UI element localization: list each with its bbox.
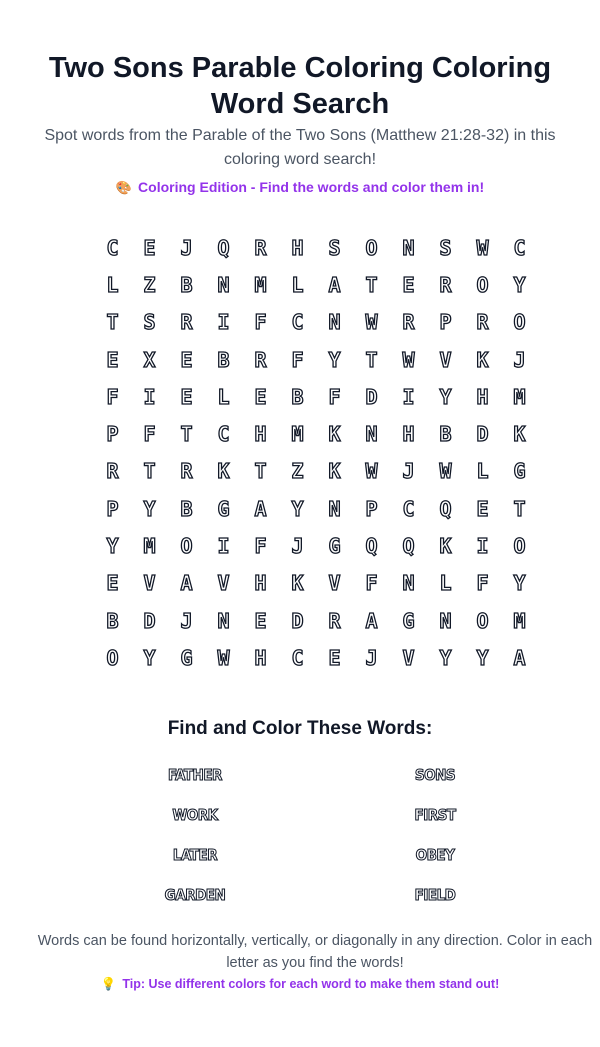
- grid-cell[interactable]: B: [106, 608, 119, 633]
- grid-cell[interactable]: F: [143, 422, 156, 447]
- grid-cell[interactable]: R: [328, 608, 341, 633]
- grid-cell[interactable]: D: [143, 608, 156, 633]
- grid-cell[interactable]: W: [439, 459, 452, 484]
- grid-cell[interactable]: Q: [365, 534, 378, 559]
- grid-cell[interactable]: Z: [143, 272, 156, 297]
- grid-cell[interactable]: Z: [291, 459, 304, 484]
- grid-cell[interactable]: P: [106, 422, 119, 447]
- grid-cell[interactable]: O: [106, 645, 119, 670]
- grid-cell[interactable]: G: [180, 645, 193, 670]
- grid-cell[interactable]: N: [365, 422, 378, 447]
- grid-cell[interactable]: T: [143, 459, 156, 484]
- grid-cell[interactable]: C: [402, 496, 415, 521]
- grid-cell[interactable]: H: [476, 384, 489, 409]
- grid-cell[interactable]: P: [106, 496, 119, 521]
- grid-cell[interactable]: D: [291, 608, 304, 633]
- grid-cell[interactable]: C: [217, 422, 230, 447]
- edition-text: Coloring Edition - Find the words and color them in!: [138, 179, 485, 195]
- word-search-grid: [94, 229, 538, 677]
- grid-cell[interactable]: A: [365, 608, 378, 633]
- grid-cell[interactable]: G: [402, 608, 415, 633]
- grid-cell[interactable]: Q: [217, 235, 230, 260]
- grid-cell[interactable]: H: [254, 645, 267, 670]
- word-list-item: FATHER: [168, 766, 222, 784]
- grid-cell[interactable]: B: [180, 272, 193, 297]
- grid-cell[interactable]: N: [328, 496, 341, 521]
- grid-cell[interactable]: L: [217, 384, 230, 409]
- grid-cell[interactable]: H: [291, 235, 304, 260]
- grid-cell[interactable]: I: [476, 534, 489, 559]
- grid-cell[interactable]: R: [439, 272, 452, 297]
- word-list-item: GARDEN: [164, 886, 226, 904]
- grid-cell[interactable]: E: [180, 347, 193, 372]
- grid-cell[interactable]: W: [402, 347, 415, 372]
- grid-cell[interactable]: Y: [476, 645, 489, 670]
- grid-cell[interactable]: K: [217, 459, 230, 484]
- page-subtitle: Spot words from the Parable of the Two Sons (Matthew 21:28-32) in this coloring word search!: [44, 127, 556, 168]
- grid-cell[interactable]: R: [180, 459, 193, 484]
- grid-cell[interactable]: L: [439, 571, 452, 596]
- grid-cell[interactable]: V: [143, 571, 156, 596]
- grid-cell[interactable]: E: [402, 272, 415, 297]
- grid-cell[interactable]: C: [106, 235, 119, 260]
- grid-cell[interactable]: F: [328, 384, 341, 409]
- grid-cell[interactable]: D: [365, 384, 378, 409]
- grid-cell[interactable]: B: [291, 384, 304, 409]
- grid-cell[interactable]: A: [254, 496, 267, 521]
- grid-cell[interactable]: J: [180, 235, 193, 260]
- grid-cell[interactable]: N: [439, 608, 452, 633]
- grid-cell[interactable]: R: [254, 235, 267, 260]
- grid-cell[interactable]: C: [291, 310, 304, 335]
- grid-cell[interactable]: G: [217, 496, 230, 521]
- grid-cell[interactable]: Y: [439, 645, 452, 670]
- grid-cell[interactable]: M: [254, 272, 267, 297]
- grid-cell[interactable]: I: [143, 384, 156, 409]
- grid-cell[interactable]: T: [180, 422, 193, 447]
- grid-cell[interactable]: I: [402, 384, 415, 409]
- grid-cell[interactable]: R: [106, 459, 119, 484]
- grid-cell[interactable]: C: [513, 235, 526, 260]
- grid-cell[interactable]: A: [328, 272, 341, 297]
- grid-cell[interactable]: F: [291, 347, 304, 372]
- grid-cell[interactable]: N: [402, 235, 415, 260]
- grid-cell[interactable]: T: [365, 347, 378, 372]
- grid-cell[interactable]: Y: [291, 496, 304, 521]
- grid-cell[interactable]: C: [291, 645, 304, 670]
- grid-cell[interactable]: T: [513, 496, 526, 521]
- tip-banner: [0, 977, 600, 992]
- grid-cell[interactable]: W: [365, 459, 378, 484]
- grid-cell[interactable]: V: [328, 571, 341, 596]
- grid-cell[interactable]: M: [143, 534, 156, 559]
- grid-cell[interactable]: L: [476, 459, 489, 484]
- grid-cell[interactable]: O: [476, 608, 489, 633]
- grid-cell[interactable]: K: [291, 571, 304, 596]
- grid-cell[interactable]: S: [328, 235, 341, 260]
- grid-cell[interactable]: E: [328, 645, 341, 670]
- grid-cell[interactable]: N: [217, 272, 230, 297]
- grid-cell[interactable]: E: [106, 571, 119, 596]
- grid-cell[interactable]: R: [254, 347, 267, 372]
- grid-cell[interactable]: Y: [513, 571, 526, 596]
- grid-cell[interactable]: V: [439, 347, 452, 372]
- word-list-item: WORK: [172, 806, 218, 824]
- word-list-item: LATER: [172, 846, 218, 864]
- word-list-item: FIELD: [414, 886, 456, 904]
- grid-cell[interactable]: H: [254, 571, 267, 596]
- tip-text: Tip: Use different colors for each word to make them stand out!: [122, 977, 500, 991]
- word-list: [75, 764, 555, 924]
- grid-cell[interactable]: I: [217, 310, 230, 335]
- word-list-item: FIRST: [414, 806, 456, 824]
- grid-cell[interactable]: B: [217, 347, 230, 372]
- grid-cell[interactable]: N: [402, 571, 415, 596]
- grid-cell[interactable]: Y: [143, 496, 156, 521]
- grid-cell[interactable]: E: [476, 496, 489, 521]
- grid-cell[interactable]: E: [143, 235, 156, 260]
- grid-cell[interactable]: N: [328, 310, 341, 335]
- grid-cell[interactable]: K: [513, 422, 526, 447]
- grid-cell[interactable]: W: [476, 235, 489, 260]
- edition-banner: [0, 179, 600, 196]
- palette-icon: 🎨: [115, 180, 133, 195]
- grid-cell[interactable]: K: [328, 459, 341, 484]
- grid-cell[interactable]: D: [476, 422, 489, 447]
- grid-cell[interactable]: A: [513, 645, 526, 670]
- grid-cell[interactable]: Y: [439, 384, 452, 409]
- grid-cell[interactable]: F: [106, 384, 119, 409]
- grid-cell[interactable]: V: [402, 645, 415, 670]
- grid-cell[interactable]: P: [439, 310, 452, 335]
- grid-cell[interactable]: Q: [439, 496, 452, 521]
- grid-cell[interactable]: B: [439, 422, 452, 447]
- grid-cell[interactable]: G: [328, 534, 341, 559]
- lightbulb-icon: 💡: [100, 977, 117, 991]
- grid-cell[interactable]: O: [365, 235, 378, 260]
- grid-cell[interactable]: E: [180, 384, 193, 409]
- grid-cell[interactable]: R: [180, 310, 193, 335]
- grid-cell[interactable]: Q: [402, 534, 415, 559]
- grid-cell[interactable]: M: [513, 384, 526, 409]
- instructions-text: Words can be found horizontally, vertically, or diagonally in any direction. Color in each letter as you find the words!: [37, 933, 593, 971]
- grid-cell[interactable]: P: [365, 496, 378, 521]
- grid-cell[interactable]: V: [217, 571, 230, 596]
- grid-cell[interactable]: L: [106, 272, 119, 297]
- grid-cell[interactable]: T: [365, 272, 378, 297]
- grid-cell[interactable]: L: [291, 272, 304, 297]
- grid-cell[interactable]: K: [439, 534, 452, 559]
- word-list-title: Find and Color These Words:: [167, 718, 433, 739]
- grid-cell[interactable]: E: [254, 384, 267, 409]
- grid-cell[interactable]: O: [180, 534, 193, 559]
- grid-cell[interactable]: O: [513, 310, 526, 335]
- grid-cell[interactable]: A: [180, 571, 193, 596]
- grid-cell[interactable]: K: [328, 422, 341, 447]
- grid-cell[interactable]: X: [143, 347, 156, 372]
- grid-cell[interactable]: K: [476, 347, 489, 372]
- grid-cell[interactable]: H: [254, 422, 267, 447]
- grid-cell[interactable]: Y: [513, 272, 526, 297]
- grid-cell[interactable]: B: [180, 496, 193, 521]
- grid-cell[interactable]: Y: [328, 347, 341, 372]
- grid-cell[interactable]: T: [254, 459, 267, 484]
- grid-cell[interactable]: S: [143, 310, 156, 335]
- word-list-item: SONS: [414, 766, 456, 784]
- grid-cell[interactable]: F: [365, 571, 378, 596]
- grid-cell[interactable]: I: [217, 534, 230, 559]
- grid-cell[interactable]: O: [476, 272, 489, 297]
- grid-cell[interactable]: F: [254, 534, 267, 559]
- grid-cell[interactable]: F: [476, 571, 489, 596]
- grid-cell[interactable]: E: [254, 608, 267, 633]
- grid-cell[interactable]: O: [513, 534, 526, 559]
- grid-cell[interactable]: Y: [106, 534, 119, 559]
- page-title: Two Sons Parable Coloring Coloring Word Search: [48, 52, 552, 120]
- word-list-item: OBEY: [415, 846, 455, 864]
- grid-cell[interactable]: H: [402, 422, 415, 447]
- grid-cell[interactable]: J: [180, 608, 193, 633]
- grid-cell[interactable]: J: [365, 645, 378, 670]
- grid-cell[interactable]: R: [402, 310, 415, 335]
- grid-cell[interactable]: E: [106, 347, 119, 372]
- grid-cell[interactable]: W: [217, 645, 230, 670]
- grid-cell[interactable]: N: [217, 608, 230, 633]
- grid-cell[interactable]: T: [106, 310, 119, 335]
- grid-cell[interactable]: R: [476, 310, 489, 335]
- grid-cell[interactable]: J: [402, 459, 415, 484]
- grid-cell[interactable]: F: [254, 310, 267, 335]
- grid-cell[interactable]: W: [365, 310, 378, 335]
- grid-cell[interactable]: G: [513, 459, 526, 484]
- grid-cell[interactable]: S: [439, 235, 452, 260]
- grid-cell[interactable]: M: [291, 422, 304, 447]
- grid-cell[interactable]: J: [291, 534, 304, 559]
- grid-cell[interactable]: Y: [143, 645, 156, 670]
- grid-cell[interactable]: M: [513, 608, 526, 633]
- grid-cell[interactable]: J: [513, 347, 526, 372]
